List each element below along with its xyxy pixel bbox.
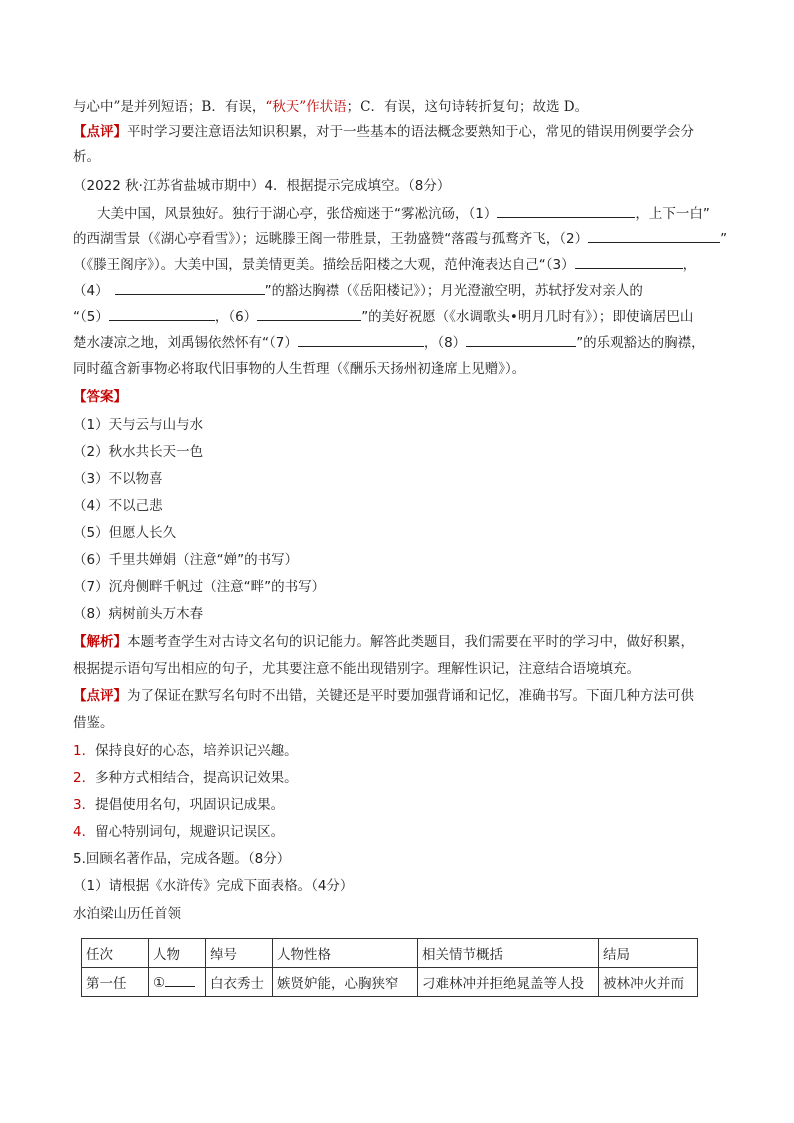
- tip-item: [73, 823, 284, 841]
- answer-item: （2）秋水共长天一色: [73, 444, 204, 460]
- blank-6[interactable]: [257, 308, 361, 321]
- table-cell: 嫉贤妒能，心胸狭窄: [273, 968, 418, 997]
- tip-number: 4．: [73, 824, 96, 840]
- q4-text: 大美中国，风景独好。独行于湖心亭，张岱痴迷于“雾凇沆砀，（1）: [97, 206, 498, 222]
- q4-title-line: [73, 177, 450, 195]
- table-cell: 白衣秀士: [206, 968, 273, 997]
- analysis-tag: 【解析】: [73, 634, 127, 650]
- tip-number: 3．: [73, 797, 96, 813]
- answer-item: （5）但愿人长久: [73, 525, 177, 541]
- table-title: 水泊梁山历任首领: [73, 906, 181, 922]
- table-header-cell: 绰号: [206, 939, 273, 968]
- q4-para-line7: 同时蕴含新事物必将取代旧事物的人生哲理（《酬乐天扬州初逢席上见赠》）。: [73, 361, 526, 377]
- prev-text: 与心中”是并列短语；B．有误，: [73, 99, 266, 115]
- table-cell-fill[interactable]: [149, 968, 206, 997]
- table-cell: 被林冲火并而: [599, 968, 698, 997]
- blank-1[interactable]: [497, 205, 635, 218]
- blank-table[interactable]: [165, 974, 195, 987]
- review-text: 为了保证在默写名句时不出错，关键还是平时要加强背诵和记忆，准确书写。下面几种方法可供: [127, 688, 694, 704]
- fill-marker: ①: [153, 974, 166, 991]
- blank-3[interactable]: [575, 256, 683, 269]
- table-cell: 第一任: [82, 968, 149, 997]
- answer-item: （6）千里共婵娟（注意“婵”的书写）: [73, 552, 299, 568]
- q4-text: ”的美好祝愿（《水调歌头•明月几时有》）；即使谪居巴山: [361, 309, 694, 325]
- answer-item: （7）沉舟侧畔千帆过（注意“畔”的书写）: [73, 579, 326, 595]
- blank-7[interactable]: [298, 334, 424, 347]
- leaders-table: [81, 938, 698, 997]
- table-cell: 刁难林冲并拒绝晁盖等人投: [418, 968, 599, 997]
- tip-text: 多种方式相结合，提高识记效果。: [95, 770, 298, 786]
- prev-answer-line: [73, 98, 588, 116]
- q4-para-line6: [73, 334, 705, 352]
- q4-text: （《滕王阁序》）。大美中国，景美情更美。描绘岳阳楼之大观，范仲淹表达自己“（3）: [73, 257, 575, 273]
- review1-line1: [73, 123, 694, 141]
- analysis-text: 本题考查学生对古诗文名句的识记能力。解答此类题目，我们需要在平时的学习中，做好积累，: [127, 634, 694, 650]
- blank-5[interactable]: [109, 308, 215, 321]
- blank-4[interactable]: [115, 282, 265, 295]
- review2-line2: 借鉴。: [73, 715, 114, 731]
- table-header-row: [82, 939, 698, 968]
- review1-line2: 析。: [73, 149, 100, 165]
- tip-text: 保持良好的心态，培养识记兴趣。: [95, 743, 298, 759]
- review2-line1: [73, 687, 694, 705]
- q4-text: （4）: [73, 283, 109, 299]
- blank-8[interactable]: [466, 334, 576, 347]
- q4-para-line5: [73, 308, 693, 326]
- q4-text: ，: [682, 257, 697, 273]
- tip-item: [73, 769, 298, 787]
- prev-text-end: ；C．有误，这句诗转折复句；故选 D。: [346, 99, 589, 115]
- q5-title: 5.回顾名著作品，完成各题。（8分）: [73, 851, 291, 867]
- q4-text: ，上下一白”: [635, 206, 710, 222]
- analysis-line2: 根据提示语句写出相应的句子，尤其要注意不能出现错别字。理解性识记，注意结合语境填充。: [73, 661, 640, 677]
- blank-2[interactable]: [588, 230, 720, 243]
- q5-subquestion: （1）请根据《水浒传》完成下面表格。（4分）: [73, 878, 354, 894]
- q4-source: （2022 秋·江苏省盐城市期中）: [73, 178, 265, 194]
- q4-text: ”的乐观豁达的胸襟，: [576, 335, 705, 351]
- table-row: [82, 968, 698, 997]
- tip-number: 1．: [73, 743, 96, 759]
- q4-para-line2: [73, 230, 727, 248]
- review-tag: 【点评】: [73, 688, 127, 704]
- table-header-cell: 结局: [599, 939, 698, 968]
- analysis-line1: [73, 633, 694, 651]
- answer-item: （1）天与云与山与水: [73, 417, 204, 433]
- answer-item: （8）病树前头万木春: [73, 606, 204, 622]
- answer-tag: 【答案】: [73, 389, 127, 405]
- q4-text: 楚水凄凉之地，刘禹锡依然怀有“（7）: [73, 335, 298, 351]
- q4-text: ”: [720, 231, 728, 247]
- tip-text: 留心特别词句，规避识记误区。: [95, 824, 285, 840]
- table-header-cell: 人物: [149, 939, 206, 968]
- table-header-cell: 相关情节概括: [418, 939, 599, 968]
- q4-text: ，（6）: [214, 309, 258, 325]
- q4-para-line4: [73, 282, 643, 300]
- q4-para-line1: [97, 205, 710, 223]
- q4-text: ”的豁达胸襟（《岳阳楼记》）；月光澄澈空明，苏轼抒发对亲人的: [264, 283, 643, 299]
- answer-item: （4）不以己悲: [73, 498, 163, 514]
- q4-text: 的西湖雪景（《湖心亭看雪》）；远眺滕王阁一带胜景，王勃盛赞“落霞与孤鹜齐飞，（2）: [73, 231, 589, 247]
- tip-item: [73, 742, 298, 760]
- q4-para-line3: [73, 256, 696, 274]
- prev-highlight: “秋天”作状语: [265, 99, 347, 115]
- review-tag: 【点评】: [73, 124, 127, 140]
- table-header-cell: 人物性格: [273, 939, 418, 968]
- table-header-cell: 任次: [82, 939, 149, 968]
- q4-title: 4．根据提示完成填空。（8分）: [264, 178, 451, 194]
- tip-number: 2．: [73, 770, 96, 786]
- q4-text: “（5）: [73, 309, 109, 325]
- tip-item: [73, 796, 284, 814]
- q4-text: ，（8）: [423, 335, 467, 351]
- answer-item: （3）不以物喜: [73, 471, 163, 487]
- review-text: 平时学习要注意语法知识积累，对于一些基本的语法概念要熟知于心，常见的错误用例要学会分: [127, 124, 694, 140]
- tip-text: 提倡使用名句，巩固识记成果。: [95, 797, 285, 813]
